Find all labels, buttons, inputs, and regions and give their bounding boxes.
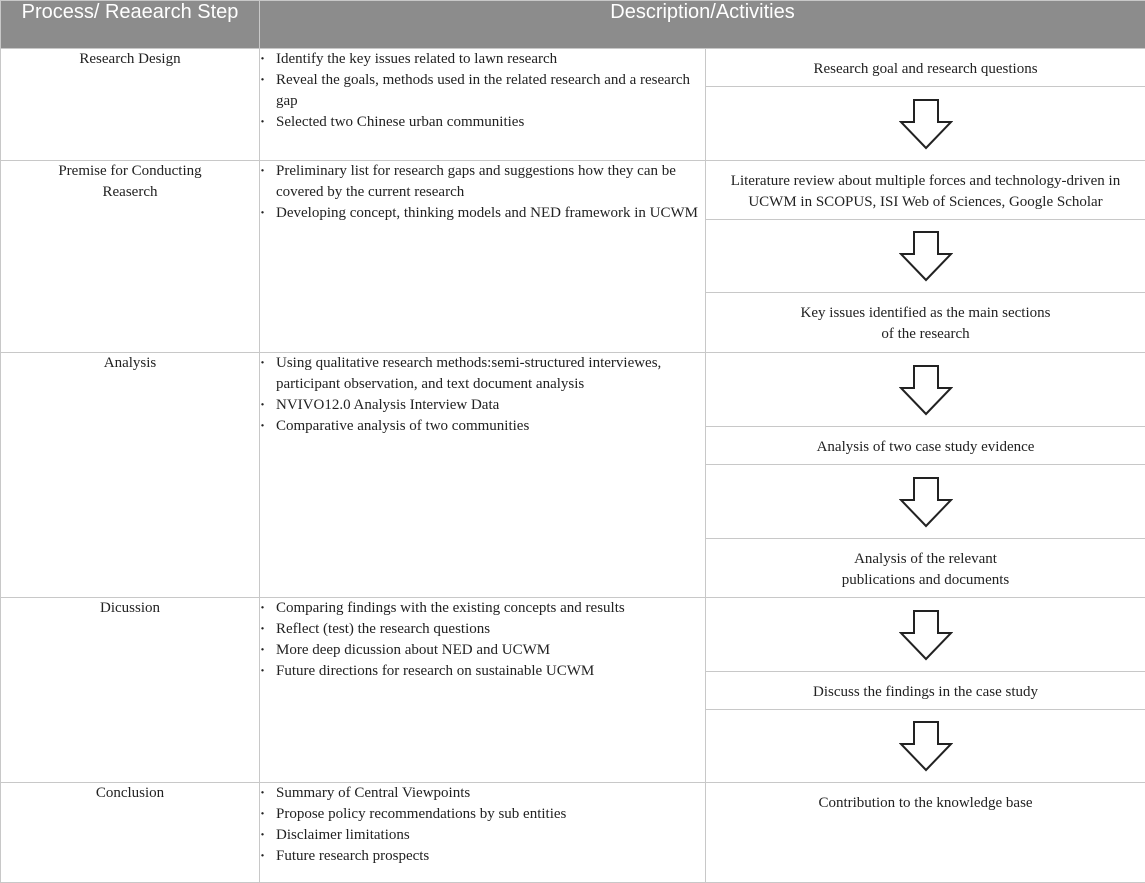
step-label-text: Premise for Conducting Reaserch: [58, 163, 202, 200]
list-item: · Identify the key issues related to lawn research: [260, 49, 705, 70]
list-item: · Future directions for research on sustainable UCWM: [260, 661, 705, 682]
list-item: · Reflect (test) the research questions: [260, 619, 705, 640]
list-item: · Comparing findings with the existing concepts and results: [260, 598, 705, 619]
down-arrow-icon: [706, 87, 1145, 160]
list-item: · Preliminary list for research gaps and suggestions how they can be covered by the current research: [260, 161, 705, 203]
list-item: · More deep dicussion about NED and UCWM: [260, 640, 705, 661]
step-label: Analysis: [1, 353, 260, 598]
list-item: · Propose policy recommendations by sub entities: [260, 804, 705, 825]
down-arrow-icon: [706, 710, 1145, 782]
flow-column: [706, 783, 1145, 883]
list-item: · Reveal the goals, methods used in the related research and a research gap: [260, 70, 705, 112]
table-header-row: [1, 1, 1145, 49]
list-item: · Disclaimer limitations: [260, 825, 705, 846]
step-label: [1, 161, 260, 353]
activity-list: [260, 783, 706, 883]
table-row: [1, 598, 1145, 783]
flow-step-text: Analysis of two case study evidence: [706, 427, 1145, 465]
down-arrow-icon: [706, 598, 1145, 672]
list-item: · Comparative analysis of two communities: [260, 416, 705, 437]
list-item: · Selected two Chinese urban communities: [260, 112, 705, 133]
down-arrow-icon: [706, 220, 1145, 293]
activity-list: [260, 49, 706, 161]
table-row: [1, 783, 1145, 883]
flow-step-text: Analysis of the relevant publications and documents: [841, 551, 1010, 588]
activity-list: [260, 161, 706, 353]
step-label: Research Design: [1, 49, 260, 161]
down-arrow-icon: [706, 353, 1145, 427]
list-item: · NVIVO12.0 Analysis Interview Data: [260, 395, 705, 416]
flow-step-text: Literature review about multiple forces and technology-driven in UCWM in SCOPUS, ISI Web of Sciences, Google Scholar: [706, 161, 1145, 220]
flow-column: [706, 161, 1145, 353]
list-item: · Future research prospects: [260, 846, 705, 867]
flow-step-text: Key issues identified as the main sections of the research: [800, 305, 1051, 342]
flow-step-text: Contribution to the knowledge base: [818, 795, 1033, 811]
list-item: · Developing concept, thinking models and NED framework in UCWM: [260, 203, 705, 224]
activity-list: [260, 598, 706, 783]
header-description: Description/Activities: [260, 1, 1145, 49]
step-label: Conclusion: [1, 783, 260, 883]
header-process-step: Process/ Reaearch Step: [1, 1, 260, 49]
table-row: [1, 161, 1145, 353]
down-arrow-icon: [706, 465, 1145, 539]
step-label: Dicussion: [1, 598, 260, 783]
list-item: · Summary of Central Viewpoints: [260, 783, 705, 804]
table-row: [1, 353, 1145, 598]
flow-column: [706, 353, 1145, 598]
table-row: [1, 49, 1145, 161]
list-item: · Using qualitative research methods:semi-structured interviewes, participant observation, and text document analysis: [260, 353, 705, 395]
activity-list: [260, 353, 706, 598]
flow-step-text: Discuss the findings in the case study: [706, 672, 1145, 710]
flow-column: [706, 598, 1145, 783]
flow-column: [706, 49, 1145, 161]
flow-step-text: Research goal and research questions: [706, 49, 1145, 87]
